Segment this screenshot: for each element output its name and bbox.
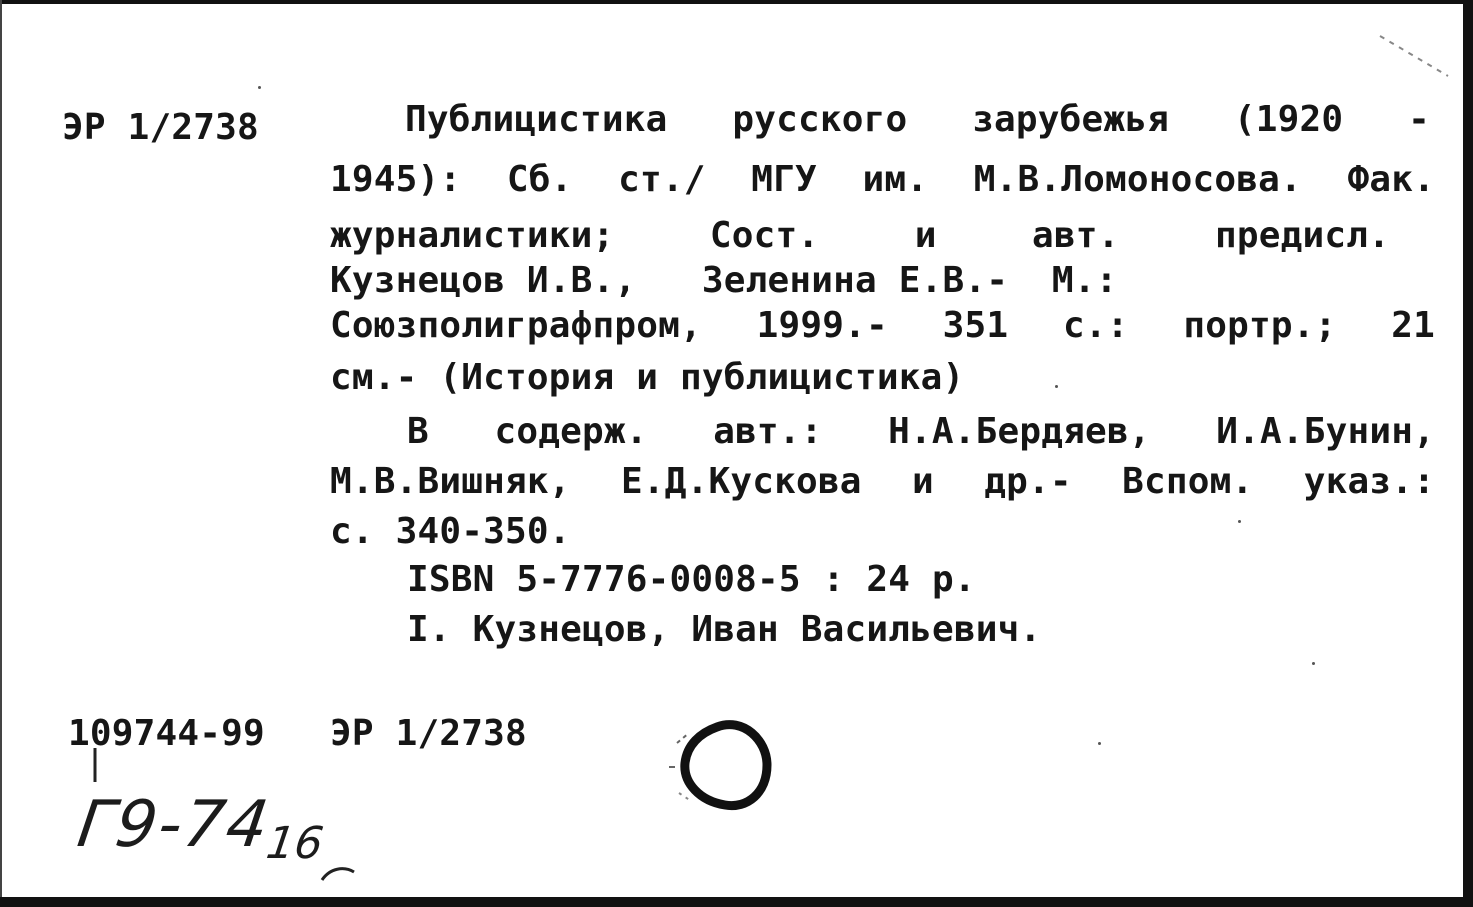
- scan-speck: [1312, 662, 1315, 665]
- card-left-edge: [0, 0, 2, 907]
- accession-mark: [88, 748, 102, 788]
- shelfmark-top: ЭР 1/2738: [62, 107, 259, 148]
- description-word: МГУ: [751, 159, 817, 200]
- description-word: указ.:: [1303, 461, 1435, 502]
- added-entry-line: I. Кузнецов, Иван Васильевич.: [407, 609, 1042, 650]
- description-word: -: [1408, 99, 1430, 140]
- description-word: И.А.Бунин,: [1216, 411, 1435, 452]
- description-word: В: [407, 411, 429, 452]
- scan-speck: [1055, 385, 1058, 388]
- description-word: и: [914, 215, 937, 256]
- description-word: др.-: [984, 461, 1072, 502]
- description-word: М.В.Вишняк,: [330, 461, 571, 502]
- description-word: 1945):: [330, 159, 462, 200]
- description-word: авт.: [1032, 215, 1120, 256]
- description-word: Сб.: [506, 159, 573, 200]
- handwritten-code-main: Г9-74: [73, 788, 275, 862]
- handwritten-underline: [318, 862, 368, 888]
- card-bottom-edge: [0, 897, 1473, 907]
- description-word: портр.;: [1183, 305, 1337, 346]
- description-line-2: [330, 154, 1435, 206]
- scan-speck: [1238, 520, 1241, 523]
- description-word: М.В.Ломоносова.: [973, 159, 1302, 200]
- description-line-7: [330, 406, 1435, 458]
- description-line-1: [330, 94, 1430, 146]
- circle-stamp-mark: [655, 705, 785, 820]
- description-word: зарубежья: [972, 99, 1170, 140]
- card-top-edge: [0, 0, 1473, 4]
- description-word: им.: [862, 159, 929, 200]
- handwritten-code-subscript: 16: [263, 818, 327, 869]
- description-line-4: Кузнецов И.В., Зеленина Е.В.- М.:: [330, 260, 1118, 301]
- description-word: предисл.: [1215, 215, 1390, 256]
- description-word: 351: [942, 305, 1009, 346]
- scan-streak: [1378, 30, 1458, 90]
- description-line-5: [330, 300, 1435, 352]
- description-word: (1920: [1233, 99, 1344, 140]
- description-word: 21: [1391, 305, 1435, 346]
- description-word: русского: [732, 99, 908, 140]
- scan-speck: [258, 86, 261, 89]
- isbn-line: ISBN 5-7776-0008-5 : 24 р.: [407, 559, 976, 600]
- description-line-6: см.- (История и публицистика): [330, 357, 965, 398]
- description-word: Е.Д.Кускова: [621, 461, 862, 502]
- description-word: Фак.: [1347, 159, 1435, 200]
- description-word: 1999.-: [756, 305, 888, 346]
- description-word: Н.А.Бердяев,: [888, 411, 1151, 452]
- description-word: ст./: [618, 159, 706, 200]
- description-word: авт.:: [713, 411, 823, 452]
- description-line-8: [330, 456, 1435, 508]
- description-word: содерж.: [494, 411, 648, 452]
- description-word: журналистики;: [330, 215, 615, 256]
- scan-speck: [1098, 742, 1101, 745]
- description-word: Союзполиграфпром,: [330, 305, 702, 346]
- description-word: с.:: [1062, 305, 1129, 346]
- description-word: Вспом.: [1122, 461, 1254, 502]
- description-word: Публицистика: [405, 99, 668, 140]
- description-line-9: с. 340-350.: [330, 511, 571, 552]
- description-word: Сост.: [709, 215, 820, 256]
- handwritten-code: [73, 790, 331, 867]
- shelfmark-bottom: ЭР 1/2738: [330, 713, 527, 754]
- accession-number: 109744-99: [68, 713, 265, 754]
- card-right-edge: [1463, 0, 1473, 907]
- description-word: и: [912, 461, 934, 502]
